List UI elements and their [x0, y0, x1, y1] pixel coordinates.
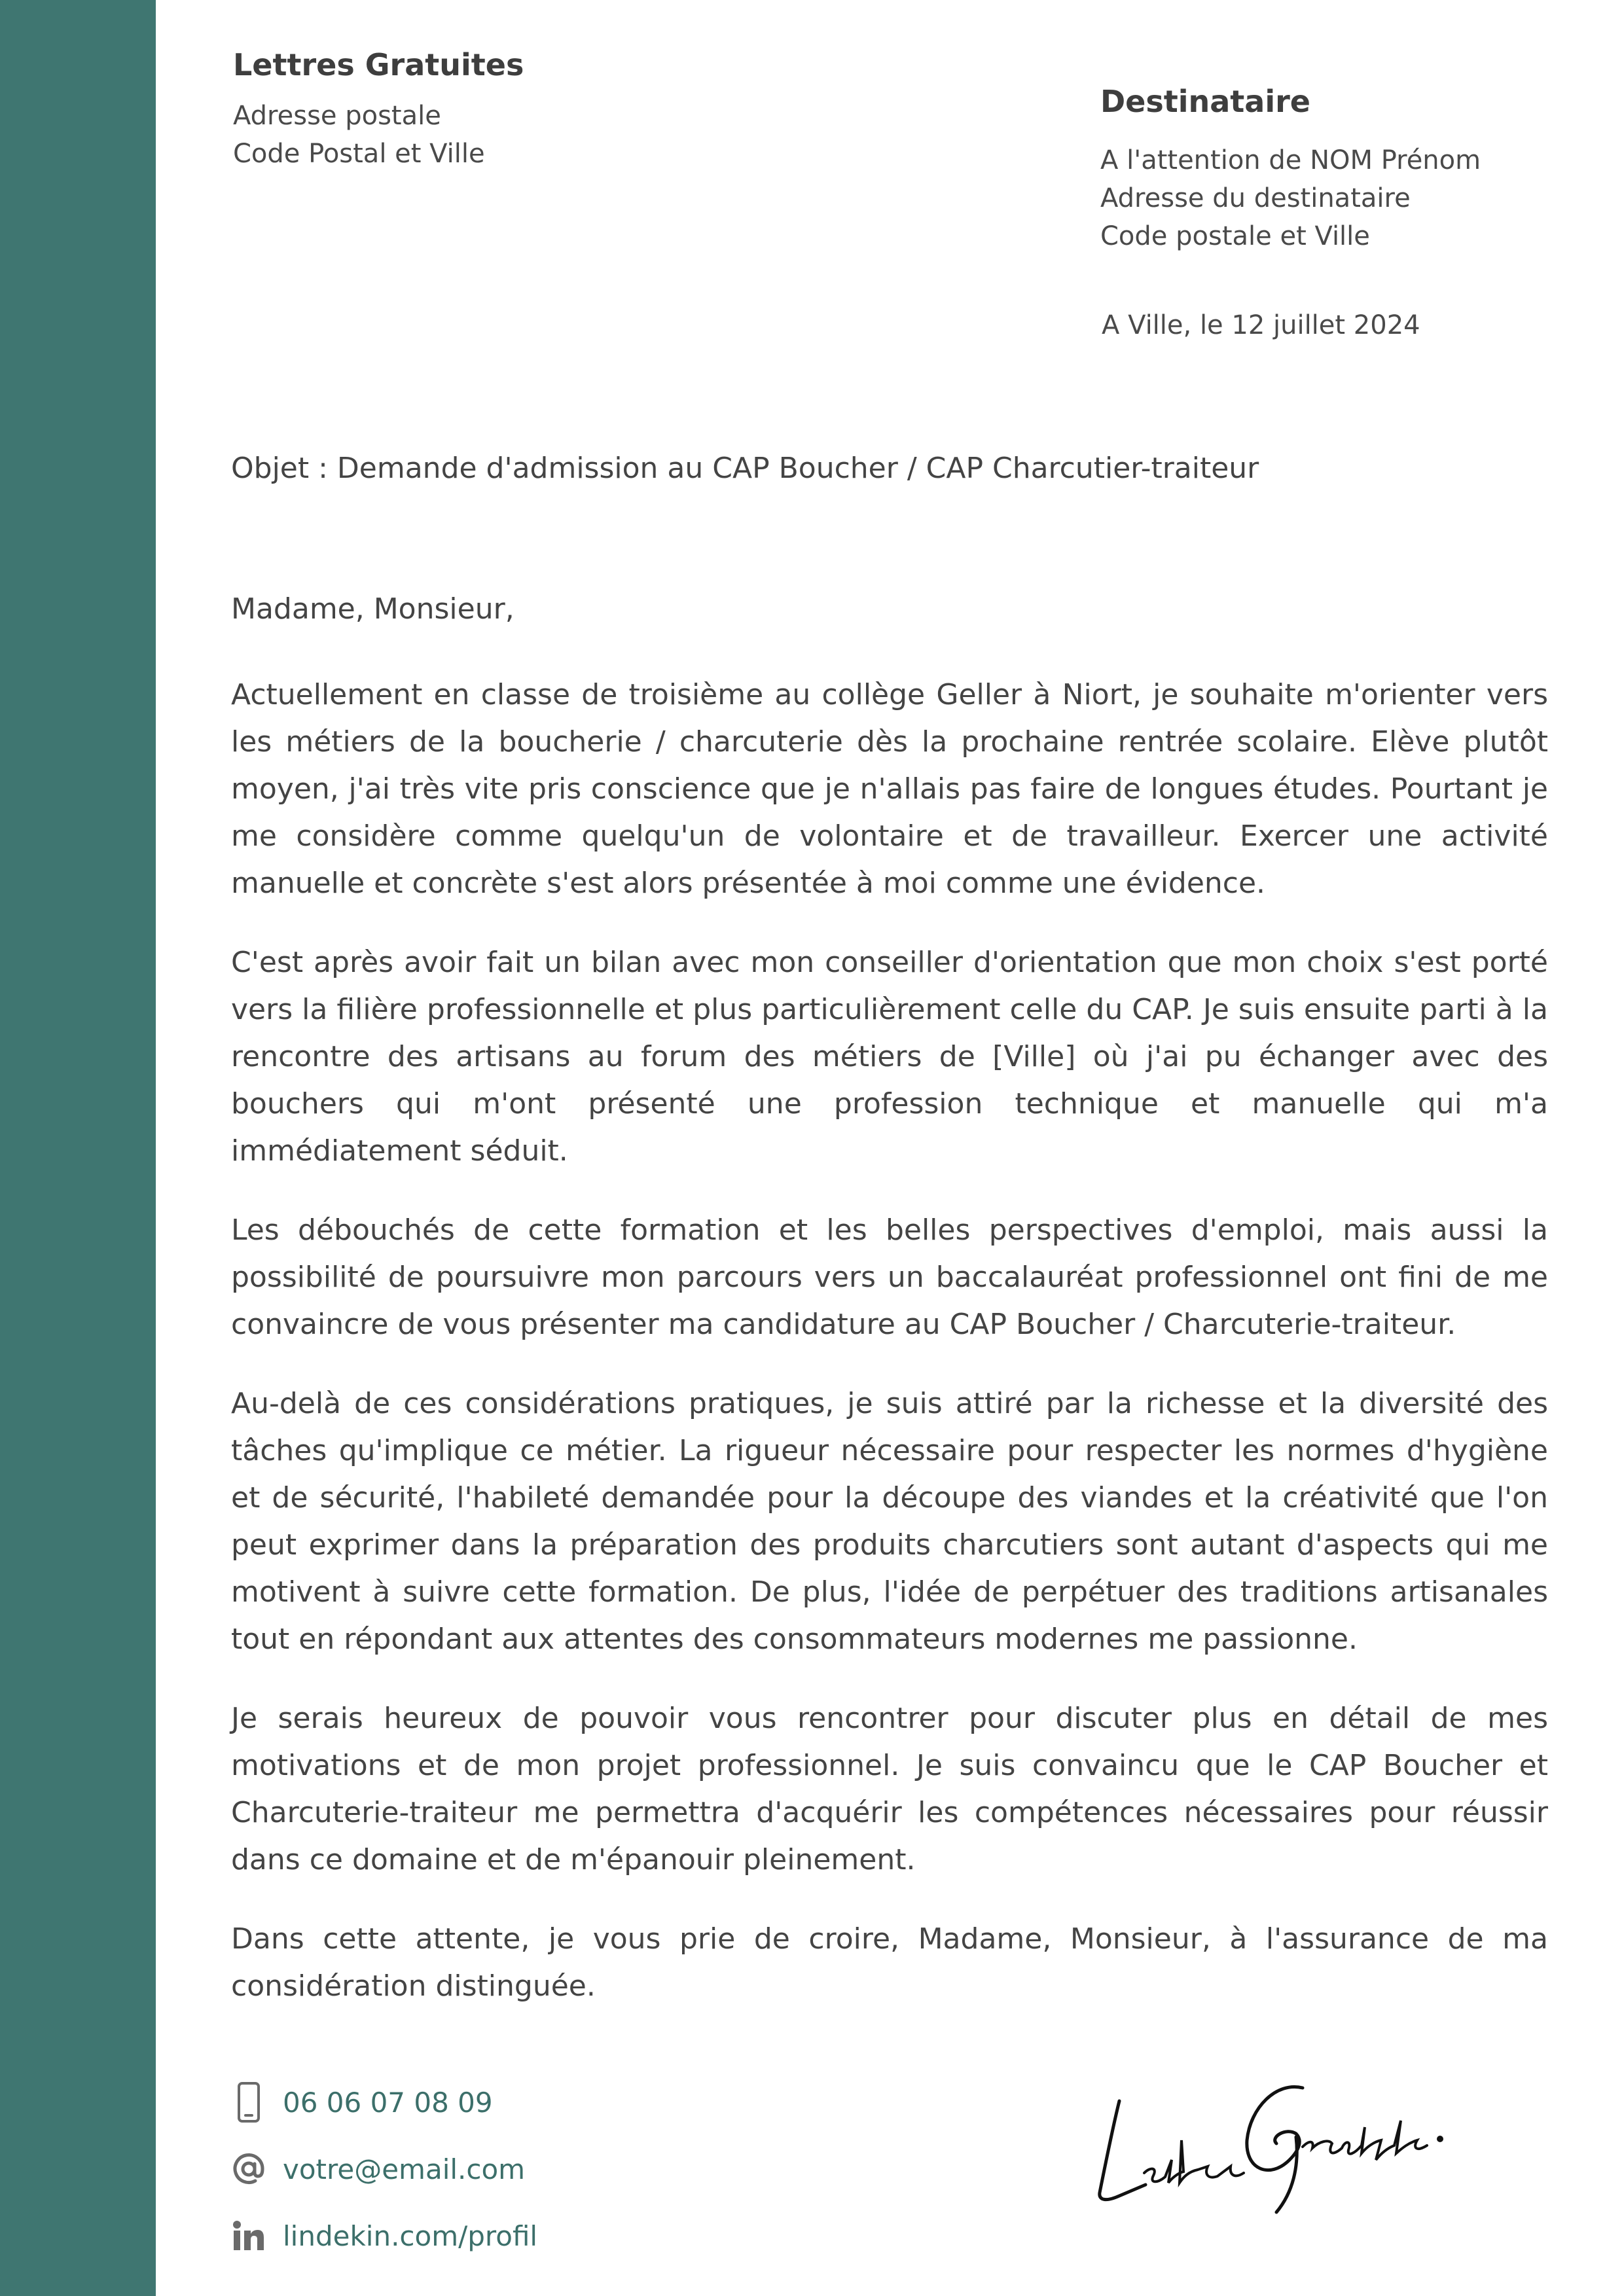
contact-email-row	[229, 2148, 537, 2190]
contact-email[interactable]: votre@email.com	[283, 2153, 526, 2185]
body-paragraph-3: Les débouchés de cette formation et les belles perspectives d'emploi, mais aussi la possibilité de poursuivre mon parcours vers un baccalauréat professionnel ont fini de me convaincre de vous présenter ma candidature au CAP Boucher / Charcuterie-traiteur.	[231, 1213, 1548, 1341]
contact-linkedin-row	[229, 2215, 537, 2257]
letter-date: A Ville, le 12 juillet 2024	[1102, 310, 1420, 340]
body-paragraph-6: Dans cette attente, je vous prie de croire, Madame, Monsieur, à l'assurance de ma considération distinguée.	[231, 1922, 1548, 2003]
recipient-title: Destinataire	[1100, 84, 1310, 119]
recipient-block	[1100, 84, 1481, 255]
letter-subject: Objet : Demande d'admission au CAP Boucher / CAP Charcutier-traiteur	[231, 452, 1259, 485]
phone-icon	[229, 2081, 268, 2123]
contact-linkedin[interactable]: lindekin.com/profil	[283, 2219, 538, 2252]
body-paragraph-2: C'est après avoir fait un bilan avec mon conseiller d'orientation que mon choix s'est porté vers la filière professionnelle et plus particulièrement celle du CAP. Je suis ensuite parti à la rencontre des artisans au forum des métiers de [Ville] où j'ai pu échanger avec des bouchers qui m'ont présenté une profession technique et manuelle qui m'a immédiatement séduit.	[231, 946, 1548, 1168]
linkedin-icon	[229, 2215, 268, 2257]
body-paragraph-1: Actuellement en classe de troisième au collège Geller à Niort, je souhaite m'orienter vers les métiers de la boucherie / charcuterie dès la prochaine rentrée scolaire. Elève plutôt moyen, j'ai très vite pris conscience que je n'allais pas faire de longues études. Pourtant je me considère comme quelqu'un de volontaire et de travailleur. Exercer une activité manuelle et concrète s'est alors présentée à moi comme une évidence.	[231, 678, 1548, 900]
recipient-line2: Adresse du destinataire	[1100, 183, 1411, 213]
sender-address-line2: Code Postal et Ville	[233, 139, 485, 169]
sender-block	[233, 47, 524, 173]
salutation: Madame, Monsieur,	[231, 592, 514, 626]
body-paragraph-5: Je serais heureux de pouvoir vous rencontrer pour discuter plus en détail de mes motivations et de mon projet professionnel. Je suis convaincu que le CAP Boucher et Charcuterie-traiteur me permettra d'acquérir les compétences nécessaires pour réussir dans ce domaine et de m'épanouir pleinement.	[231, 1702, 1548, 1876]
letter-body	[231, 672, 1548, 2042]
recipient-line3: Code postale et Ville	[1100, 221, 1370, 251]
body-paragraph-4: Au-delà de ces considérations pratiques, je suis attiré par la richesse et la diversité des tâches qu'implique ce métier. La rigueur nécessaire pour respecter les normes d'hygiène et de sécurité, l'habileté demandée pour la découpe des viandes et la créativité que l'on peut exprimer dans la préparation des produits charcutiers sont autant d'aspects qui me motivent à suivre cette formation. De plus, l'idée de perpétuer des traditions artisanales tout en répondant aux attentes des consommateurs modernes me passionne.	[231, 1387, 1548, 1656]
sender-address-line1: Adresse postale	[233, 101, 441, 131]
contact-phone[interactable]: 06 06 07 08 09	[283, 2086, 493, 2119]
signature	[1074, 2062, 1466, 2219]
sidebar-band	[0, 0, 156, 2296]
recipient-line1: A l'attention de NOM Prénom	[1100, 145, 1481, 175]
at-icon	[229, 2148, 268, 2190]
sender-name: Lettres Gratuites	[233, 47, 524, 82]
contact-phone-row	[229, 2081, 537, 2123]
contact-block	[229, 2081, 537, 2282]
